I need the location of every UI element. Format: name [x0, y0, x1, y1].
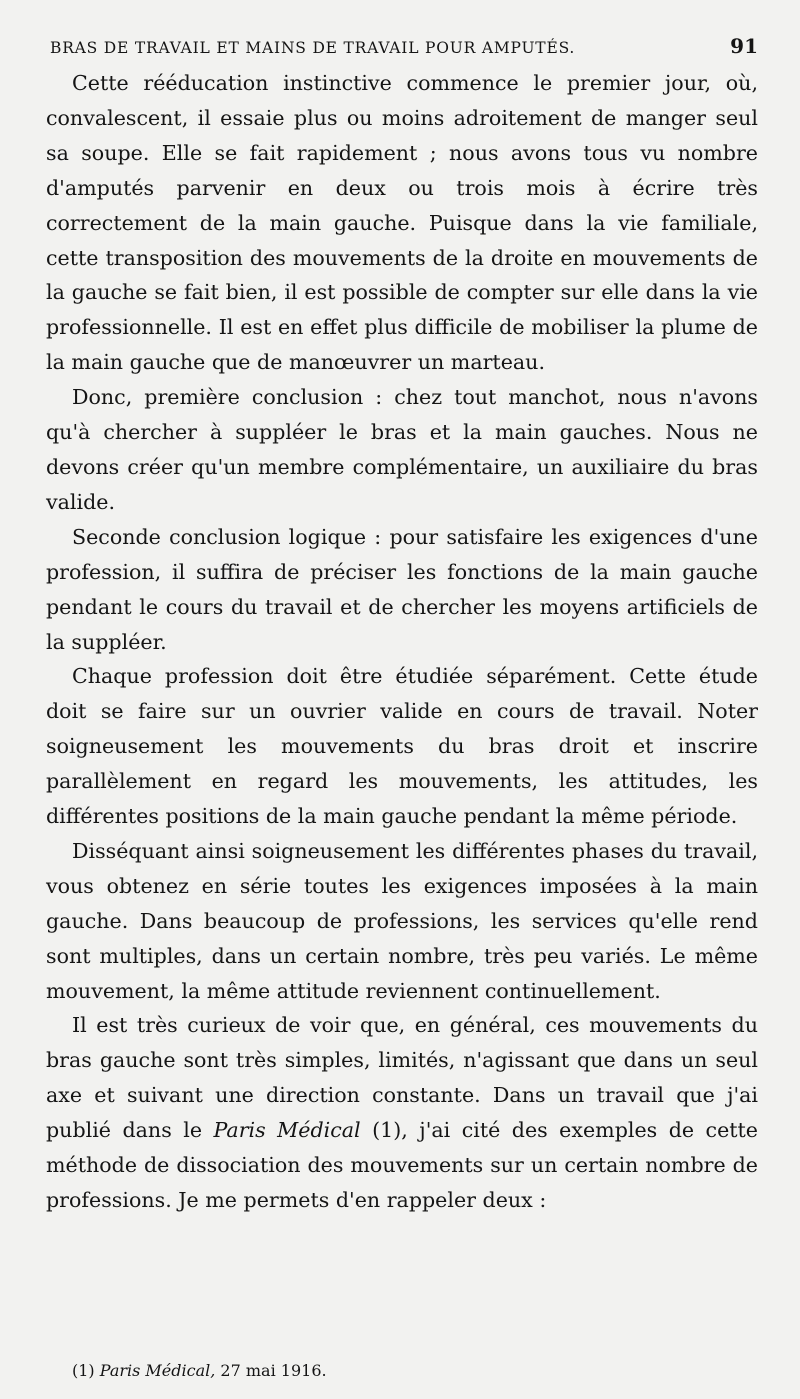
paragraph-2: Donc, première conclusion : chez tout manchot, nous n'avons qu'à chercher à suppléer le bras et la main gauches. Nous ne devons créer qu'un membre complémentaire, un auxiliaire du bras valide. — [46, 385, 758, 514]
running-title: BRAS DE TRAVAIL ET MAINS DE TRAVAIL POUR AMPUTÉS. — [50, 39, 576, 57]
paragraph-3: Seconde conclusion logique : pour satisfaire les exigences d'une profession, il suffira de préciser les fonctions de la main gauche pendant le cours du travail et de chercher les moyens artificiels de la suppléer. — [46, 524, 758, 654]
footnote — [72, 1361, 327, 1380]
page-number: 91 — [730, 34, 758, 58]
paragraph-6-text-after: (1), j'ai cité des exemples de cette méthode de dissociation des mouvements sur un certain nombre de professions. Je me permets d'en rappeler deux : — [46, 1118, 758, 1212]
paragraph-4: Chaque profession doit être étudiée séparément. Cette étude doit se faire sur un ouvrier valide en cours de travail. Noter soigneusement les mouvements du bras droit et inscrire parallèlement en regard les mouvements, les attitudes, les différentes positions de la main gauche pendant la même période. — [46, 664, 758, 829]
footnote-source: Paris Médical, — [99, 1361, 216, 1380]
paragraph-1: Cette rééducation instinctive commence le premier jour, où, convalescent, il essaie plus ou moins adroitement de manger seul sa soupe. Elle se fait rapidement ; nous avons tous vu nombre d'amputés parvenir en deux ou trois mois à écrire très correctement de la main gauche. Puisque dans la vie familiale, cette transposition des mouvements de la droite en mouvements de la gauche se fait bien, il est possible de compter sur elle dans la vie professionnelle. Il est en effet plus difficile de mobiliser la plume de la main gauche que de manœuvrer un marteau. — [46, 71, 758, 375]
paragraph-5: Disséquant ainsi soigneusement les différentes phases du travail, vous obtenez en série toutes les exigences imposées à la main gauche. Dans beaucoup de professions, les services qu'elle rend sont multiples, dans un certain nombre, très peu variés. Le même mouvement, la même attitude reviennent continuellement. — [46, 838, 758, 1003]
footnote-marker: (1) — [72, 1361, 95, 1380]
body-text — [46, 66, 758, 1218]
paragraph-6-text-before: Il est très curieux de voir que, en général, ces mouvements du bras gauche sont très simples, limités, n'agissant que dans un seul axe et suivant une direction constante. Dans un travail que j'ai publié dans le — [46, 1013, 758, 1143]
journal-title: Paris Médical — [213, 1118, 361, 1143]
footnote-date: 27 mai 1916. — [220, 1361, 327, 1380]
paragraph-6 — [46, 1008, 758, 1217]
running-head — [46, 34, 758, 58]
